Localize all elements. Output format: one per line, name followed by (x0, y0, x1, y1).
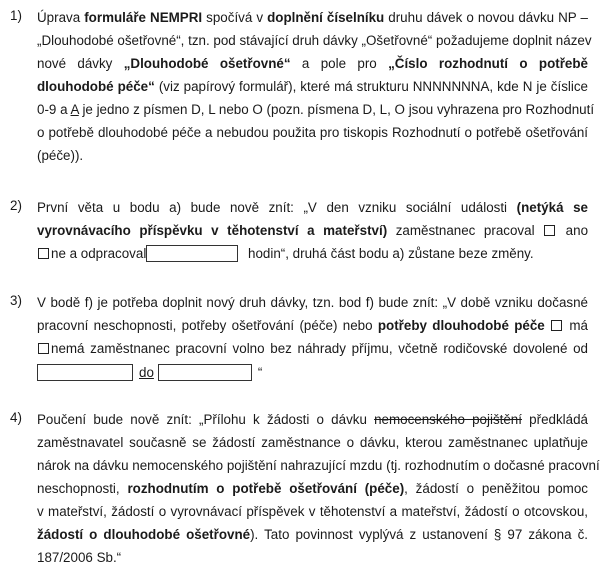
item-4-line-4: neschopnosti, rozhodnutím o potřebě ošetřování (péče), žádostí o peněžitou pomoc (37, 481, 588, 496)
item-1-line-2: „Dlouhodobé ošetřovné“, tzn. pod stávající druh dávky „Ošetřovné“ požadujeme doplnit název (37, 33, 592, 48)
item-1-line-5: 0-9 a A je jedno z písmen D, L nebo O (pozn. písmena D, L, O jsou vyhrazena pro Rozhodnutí (37, 102, 595, 117)
item-1-line-1: Úprava formuláře NEMPRI spočívá v doplnění číselníku druhu dávek o novou dávku NP – (37, 10, 588, 25)
item-1-line-6: o potřebě dlouhodobé péče a nebudou použita pro tiskopis Rozhodnutí o potřebě ošetřování (37, 125, 588, 140)
item-4-line-1: Poučení bude nově znít: „Přílohu k žádosti o dávku nemocenského pojištění předkládá (37, 412, 588, 427)
item-1-line-7: (péče)). (37, 148, 84, 163)
item-3-line-1: V bodě f) je potřeba doplnit nový druh dávky, tzn. bod f) bude znít: „V době vzniku dočasné (37, 295, 588, 310)
item-3-line-4: do “ (37, 363, 588, 383)
checkbox-ano[interactable] (544, 225, 555, 236)
item-2-line-3: ne a odpracoval hodin“, druhá část bodu a) zůstane beze změny. (37, 244, 588, 264)
item-2-line-1: První věta u bodu a) bude nově znít: „V den vzniku sociální události (netýká se (37, 200, 588, 215)
item-2-line-2: vyrovnávacího příspěvku v těhotenství a mateřství) zaměstnanec pracoval ano (37, 223, 589, 238)
item-1-line-4: dlouhodobé péče“ (viz papírový formulář), které má strukturu NNNNNNNA, kde N je číslice (37, 79, 588, 94)
checkbox-nema[interactable] (38, 343, 49, 354)
item-3-line-2: pracovní neschopnosti, potřeby ošetřování (péče) nebo potřeby dlouhodobé péče má (37, 318, 588, 333)
item-number: 2) (10, 198, 22, 213)
item-number: 4) (10, 410, 22, 425)
checkbox-ma[interactable] (551, 320, 562, 331)
item-3-line-3: nemá zaměstnanec pracovní volno bez náhrady příjmu, včetně rodičovské dovolené od (37, 339, 588, 359)
item-number: 1) (10, 8, 22, 23)
item-4-line-7: 187/2006 Sb.“ (37, 550, 122, 565)
hours-worked-field[interactable] (146, 245, 238, 262)
item-4-line-3: nárok na dávku nemocenského pojištění nahrazující mzdu (tj. rozhodnutím o dočasné pracovní (37, 458, 600, 473)
item-4-line-5: v mateřství, žádostí o vyrovnávací příspěvek v těhotenství a mateřství, žádostí o otcovskou, (37, 504, 588, 519)
item-number: 3) (10, 293, 22, 308)
date-to-field[interactable] (158, 364, 252, 381)
date-from-field[interactable] (37, 364, 133, 381)
item-1-line-3: nové dávky „Dlouhodobé ošetřovné“ a pole pro „Číslo rozhodnutí o potřebě (37, 56, 588, 71)
item-4-line-2: zaměstnavatel současně se žádostí zaměstnance o dávku, kterou zaměstnanec uplatňuje (37, 435, 588, 450)
checkbox-ne[interactable] (38, 248, 49, 259)
item-4-line-6: žádostí o dlouhodobé ošetřovné). Tato povinnost vyplývá z ustanovení § 97 zákona č. (37, 527, 588, 542)
